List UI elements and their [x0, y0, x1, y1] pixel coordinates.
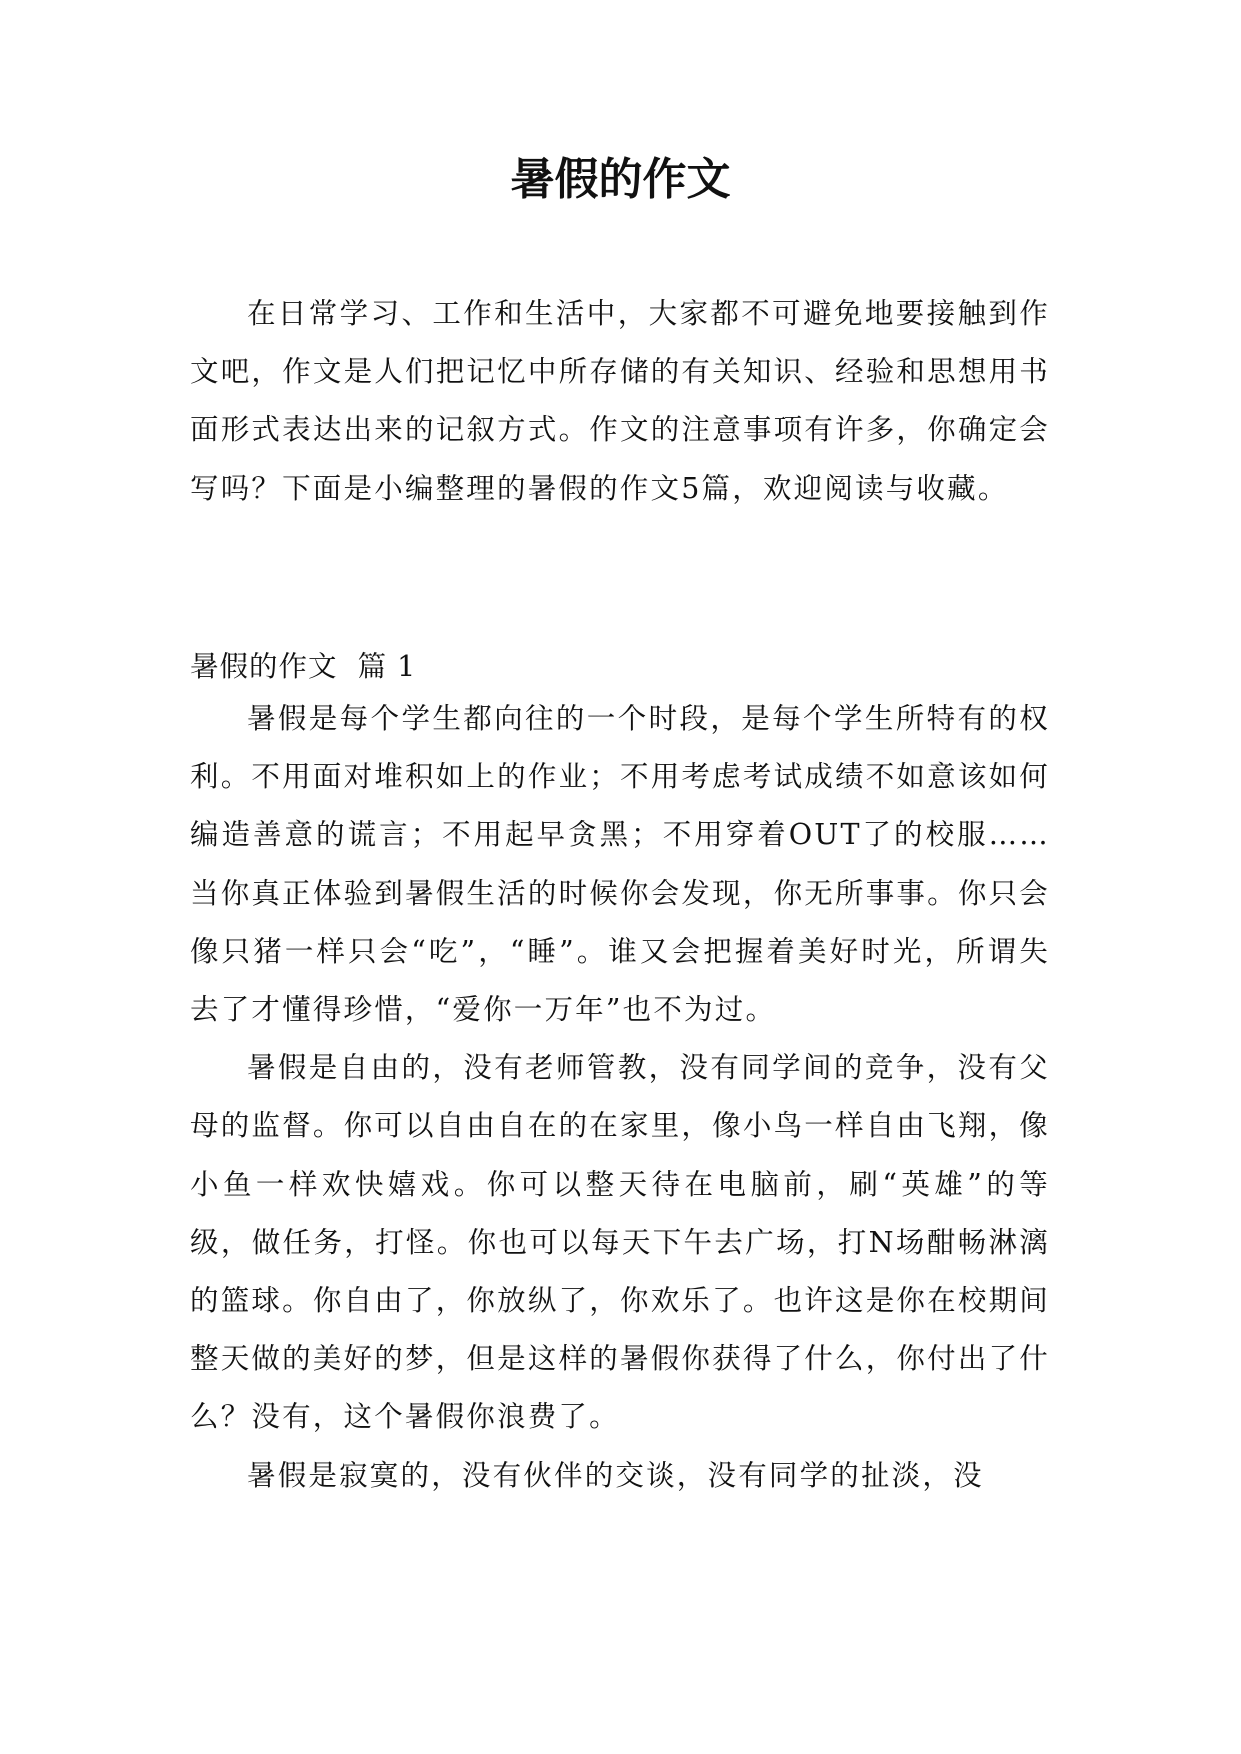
section-heading: 暑假的作文 篇 1 — [190, 650, 417, 683]
intro-block — [190, 285, 1050, 518]
document-title: 暑假的作文 — [510, 154, 731, 205]
essay-body — [190, 690, 1050, 1505]
essay-paragraph-3: 暑假是寂寞的，没有伙伴的交谈，没有同学的扯淡，没 — [247, 1458, 984, 1492]
intro-paragraph: 在日常学习、工作和生活中，大家都不可避免地要接触到作文吧，作文是人们把记忆中所存储的有关知识、经验和思想用书面形式表达出来的记叙方式。作文的注意事项有许多，你确定会写吗？下面是小编整理的暑假的作文5篇，欢迎阅读与收藏。 — [190, 297, 1050, 505]
essay-paragraph-2: 暑假是自由的，没有老师管教，没有同学间的竞争，没有父母的监督。你可以自由自在的在家里，像小鸟一样自由飞翔，像小鱼一样欢快嬉戏。你可以整天待在电脑前，刷“英雄”的等级，做任务，打怪。你也可以每天下午去广场，打N场酣畅淋漓的篮球。你自由了，你放纵了，你欢乐了。也许这是你在校期间整天做的美好的梦，但是这样的暑假你获得了什么，你付出了什么？没有，这个暑假你浪费了。 — [190, 1051, 1050, 1434]
essay-paragraph-1: 暑假是每个学生都向往的一个时段，是每个学生所特有的权利。不用面对堆积如上的作业；不用考虑考试成绩不如意该如何编造善意的谎言；不用起早贪黑；不用穿着OUT了的校服……当你真正体验到暑假生活的时候你会发现，你无所事事。你只会像只猪一样只会“吃”，“睡”。谁又会把握着美好时光，所谓失去了才懂得珍惜，“爱你一万年”也不为过。 — [190, 702, 1050, 1027]
